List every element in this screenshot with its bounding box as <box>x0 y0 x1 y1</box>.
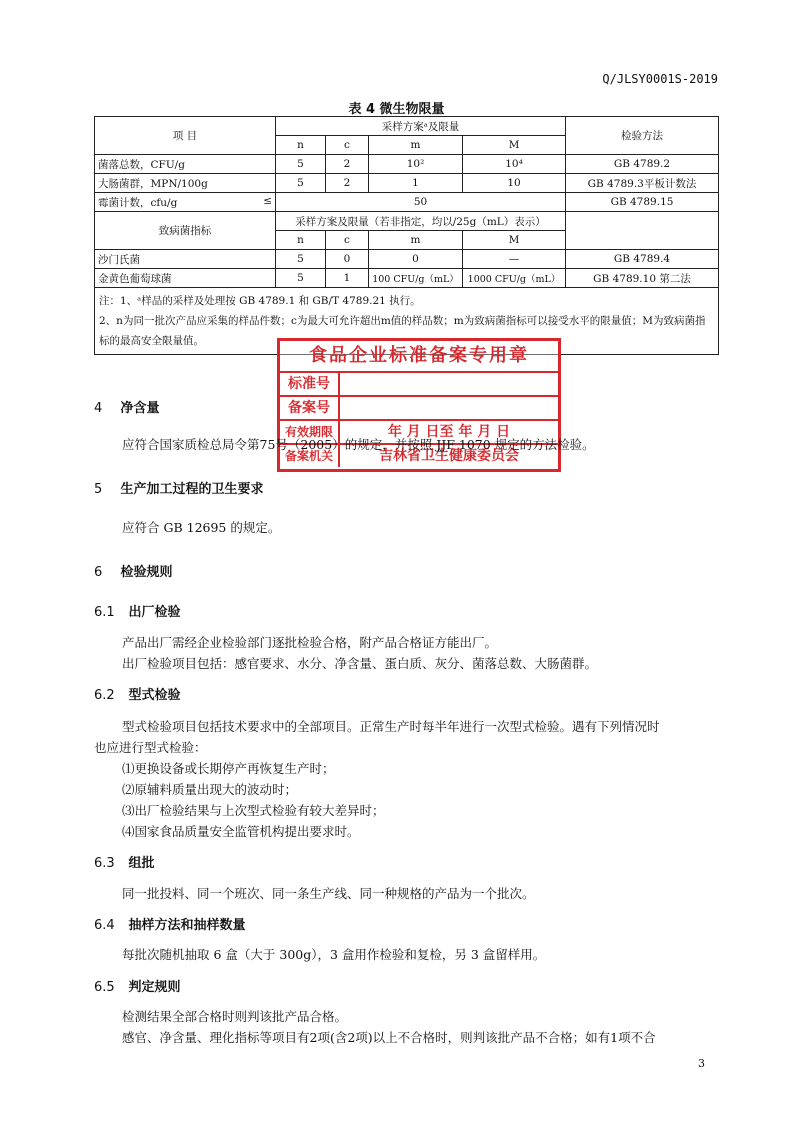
section-number: 6.3 <box>94 856 115 871</box>
header-c: c <box>326 136 369 155</box>
section-title: 抽样方法和抽样数量 <box>128 918 246 933</box>
table-row <box>95 155 719 174</box>
row-m: 1 <box>369 174 463 193</box>
section-body <box>94 944 720 965</box>
stamp-label: 备案号 <box>280 397 340 419</box>
stamp-value <box>340 397 558 419</box>
table-row <box>95 174 719 193</box>
subsection-heading <box>94 684 181 703</box>
header-M: M <box>463 136 566 155</box>
pathogen-label: 致病菌指标 <box>95 212 276 250</box>
section-number: 6.2 <box>94 688 115 703</box>
row-item: 金黄色葡萄球菌 <box>95 269 276 288</box>
pathogen-sampling-plan: 采样方案及限量（若非指定，均以/25g（mL）表示） <box>276 212 566 231</box>
paragraph: 感官、净含量、理化指标等项目有2项(含2项)以上不合格时，则判该批产品不合格；如有1项不合 <box>122 1030 656 1045</box>
row-M: — <box>463 250 566 269</box>
stamp-value: 年 月 日至 年 月 日 <box>387 424 511 440</box>
section-number: 6.1 <box>94 605 115 620</box>
list-item: ⑷国家食品质量安全监管机构提出要求时。 <box>122 824 360 839</box>
paragraph: 同一批投料、同一个班次、同一条生产线、同一种规格的产品为一个批次。 <box>122 886 535 901</box>
paragraph: 应符合 GB 12695 的规定。 <box>122 520 281 535</box>
paragraph: 产品出厂需经企业检验部门逐批检验合格，附产品合格证方能出厂。 <box>122 635 498 650</box>
pathogen-method-blank <box>566 212 719 250</box>
section-heading <box>94 561 173 580</box>
subsection-heading <box>94 976 181 995</box>
row-c: 2 <box>326 174 369 193</box>
section-number: 6 <box>94 565 103 580</box>
header-n: n <box>276 231 326 250</box>
row-method: GB 4789.4 <box>566 250 719 269</box>
subsection-heading <box>94 601 181 620</box>
section-body <box>94 1006 720 1048</box>
stamp-title: 食品企业标准备案专用章 <box>280 341 558 373</box>
stamp-label: 备案机关 <box>280 445 340 467</box>
row-method: GB 4789.15 <box>566 193 719 212</box>
header-n: n <box>276 136 326 155</box>
row-M: 10⁴ <box>463 155 566 174</box>
section-title: 出厂检验 <box>128 605 181 620</box>
section-title: 型式检验 <box>128 688 181 703</box>
row-m: 100 CFU/g（mL） <box>369 269 463 288</box>
section-body <box>94 434 720 455</box>
paragraph: 出厂检验项目包括：感官要求、水分、净含量、蛋白质、灰分、菌落总数、大肠菌群。 <box>122 656 598 671</box>
row-c: 1 <box>326 269 369 288</box>
table-row <box>95 269 719 288</box>
header-method: 检验方法 <box>566 117 719 155</box>
section-title: 检验规则 <box>120 565 173 580</box>
subsection-heading <box>94 852 155 871</box>
header-sampling-plan: 采样方案ᵃ及限量 <box>276 117 566 136</box>
table-title: 表 4 微生物限量 <box>348 102 445 117</box>
paragraph: 型式检验项目包括技术要求中的全部项目。正常生产时每半年进行一次型式检验。遇有下列情况时 <box>122 719 660 734</box>
header-c: c <box>326 231 369 250</box>
section-title: 净含量 <box>120 401 160 416</box>
section-number: 5 <box>94 482 103 497</box>
section-title: 组批 <box>128 856 155 871</box>
stamp-row <box>280 397 558 421</box>
paragraph-continuation: 也应进行型式检验： <box>94 740 207 755</box>
row-item: 大肠菌群，MPN/100g <box>95 174 276 193</box>
row-method: GB 4789.3平板计数法 <box>566 174 719 193</box>
row-method: GB 4789.10 第二法 <box>566 269 719 288</box>
less-equal-symbol: ≤ <box>263 194 272 207</box>
header-m: m <box>369 136 463 155</box>
microbial-limits-table <box>94 116 719 355</box>
paragraph: 每批次随机抽取 6 盒（大于 300g），3 盒用作检验和复检，另 3 盒留样用。 <box>122 947 546 962</box>
section-body <box>94 716 720 842</box>
section-number: 6.4 <box>94 918 115 933</box>
header-M: M <box>463 231 566 250</box>
list-item: ⑶出厂检验结果与上次型式检验有较大差异时； <box>122 803 385 818</box>
stamp-label: 有效期限 <box>280 421 340 443</box>
section-title: 生产加工过程的卫生要求 <box>120 482 264 497</box>
table-note-1: 注：1、ᵃ样品的采样及处理按 GB 4789.1 和 GB/T 4789.21 执行。 <box>99 295 421 307</box>
row-m: 0 <box>369 250 463 269</box>
stamp-row <box>280 373 558 397</box>
row-M: 1000 CFU/g（mL） <box>463 269 566 288</box>
section-body <box>94 883 720 904</box>
document-code: Q/JLSY0001S-2019 <box>602 72 718 86</box>
section-heading <box>94 478 264 497</box>
row-item: 菌落总数，CFU/g <box>95 155 276 174</box>
row-n: 5 <box>276 174 326 193</box>
mold-limit-value: 50 <box>276 193 566 212</box>
row-item <box>95 193 276 212</box>
row-n: 5 <box>276 250 326 269</box>
row-item: 沙门氏菌 <box>95 250 276 269</box>
row-n: 5 <box>276 269 326 288</box>
section-heading <box>94 397 160 416</box>
row-c: 0 <box>326 250 369 269</box>
paragraph: 应符合国家质检总局令第75号（2005）的规定，并按照 JJF 1070 规定的方法检验。 <box>122 437 595 452</box>
section-number: 4 <box>94 401 103 416</box>
row-method: GB 4789.2 <box>566 155 719 174</box>
page-number: 3 <box>698 1057 705 1070</box>
section-body <box>94 517 720 538</box>
row-n: 5 <box>276 155 326 174</box>
list-item: ⑵原辅料质量出现大的波动时； <box>122 782 298 797</box>
table-row-mold <box>95 193 719 212</box>
row-M: 10 <box>463 174 566 193</box>
row-c: 2 <box>326 155 369 174</box>
section-number: 6.5 <box>94 980 115 995</box>
table-header-row <box>95 117 719 136</box>
stamp-value: 吉林省卫生健康委员会 <box>379 448 519 464</box>
mold-item-label: 霉菌计数，cfu/g <box>98 196 178 209</box>
header-m: m <box>369 231 463 250</box>
stamp-label: 标准号 <box>280 373 340 395</box>
paragraph: 检测结果全部合格时则判该批产品合格。 <box>122 1009 348 1024</box>
header-item: 项 目 <box>95 117 276 155</box>
row-m: 10² <box>369 155 463 174</box>
section-body <box>94 632 720 674</box>
stamp-value <box>340 373 558 395</box>
pathogen-header-row <box>95 212 719 231</box>
table-note-2: 2、n为同一批次产品应采集的样品件数；c为最大可允许超出m值的样品数；m为致病菌指标可以接受水平的限量值；M为致病菌指标的最高安全限量值。 <box>99 315 706 347</box>
section-title: 判定规则 <box>128 980 181 995</box>
subsection-heading <box>94 914 246 933</box>
list-item: ⑴更换设备或长期停产再恢复生产时； <box>122 761 335 776</box>
table-row <box>95 250 719 269</box>
